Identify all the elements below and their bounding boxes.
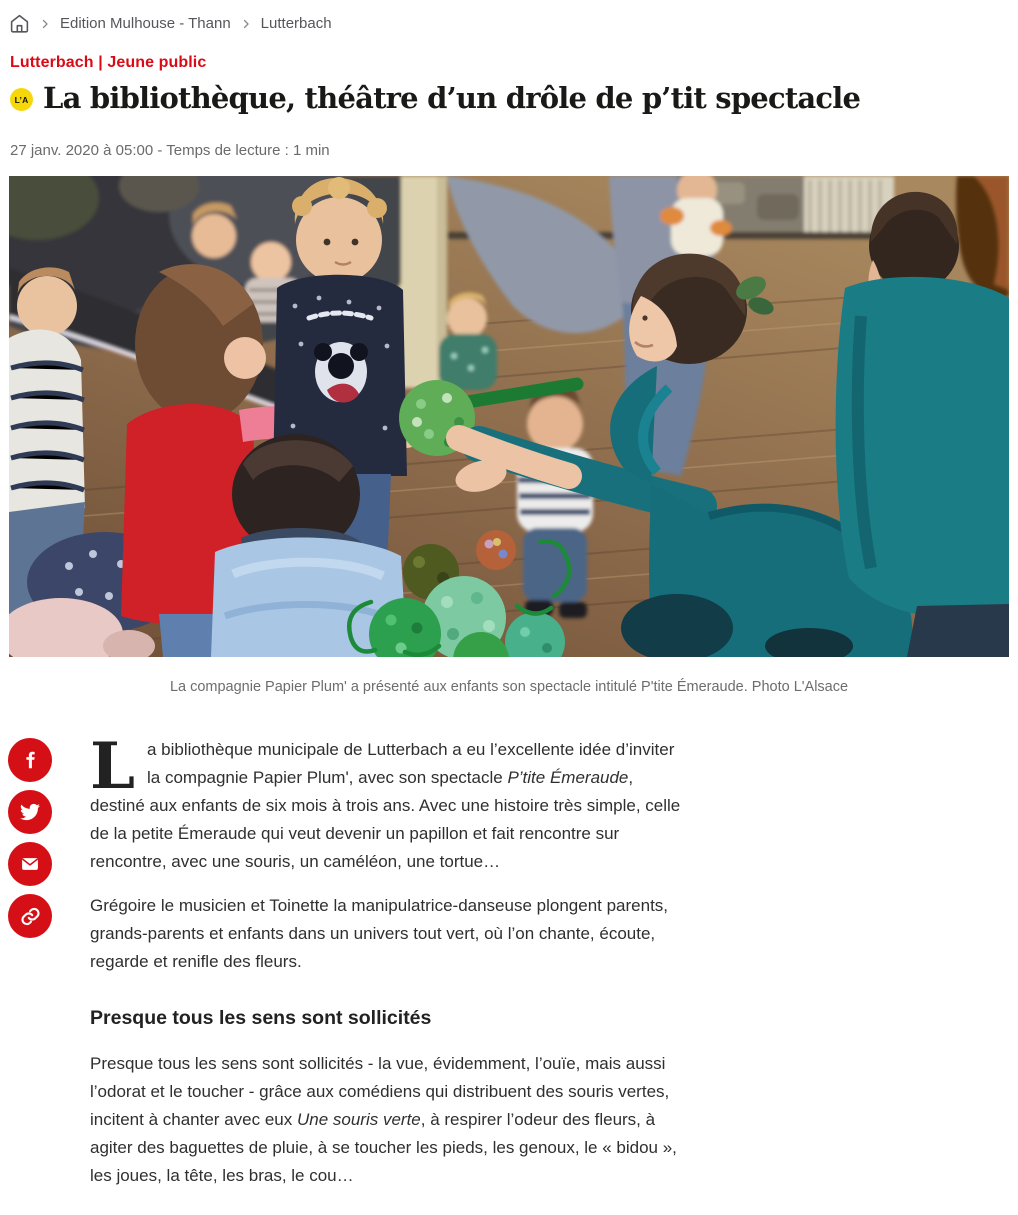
category-label[interactable]: Lutterbach | Jeune public	[10, 54, 207, 71]
paragraph-1: La bibliothèque municipale de Lutterbach a eu l’excellente idée d’inviter la compagnie Papier Plum', avec son spectacle P’tite Émeraude, destiné aux enfants de six mois à trois ans. Avec une histoire très simple, celle de la petite Émeraude qui veut devenir un papillon et fait rencontre sur rencontre, avec une souris, un caméléon, une tortue…	[90, 729, 681, 871]
subheading: Presque tous les sens sont sollicités	[90, 1007, 432, 1029]
facebook-icon	[21, 751, 40, 770]
italic-show-title: P’tite Émeraude	[507, 768, 629, 787]
breadcrumb-item-lutterbach[interactable]: Lutterbach	[260, 15, 332, 32]
page-title: La bibliothèque, théâtre d’un drôle de p’tit spectacle	[43, 81, 861, 115]
italic-song-title: Une souris verte	[296, 1110, 421, 1129]
brand-badge: L’A	[10, 88, 33, 111]
share-email-button[interactable]	[8, 842, 52, 886]
share-facebook-button[interactable]	[8, 738, 52, 782]
paragraph-3: Presque tous les sens sont sollicités - la vue, évidemment, l’ouïe, mais aussi l’odorat et le toucher - grâce aux comédiens qui distribuent des souris vertes, incitent à chanter avec eux Une souris verte, à respirer l’odeur des fleurs, à agiter des baguettes de pluie, à se toucher les pieds, les genoux, le « bidou », les joues, la tête, les bras, le cou…	[90, 1054, 677, 1185]
photo-caption: La compagnie Papier Plum' a présenté aux enfants son spectacle intitulé P'tite Émeraude. Photo L'Alsace	[169, 679, 849, 695]
share-rail	[8, 736, 60, 1206]
dropcap: L	[90, 729, 135, 804]
breadcrumb	[0, 0, 1018, 34]
chevron-right-icon	[39, 18, 51, 30]
home-icon[interactable]	[9, 13, 30, 34]
share-twitter-button[interactable]	[8, 790, 52, 834]
chevron-right-icon	[240, 18, 252, 30]
link-icon	[20, 906, 41, 927]
breadcrumb-item-edition[interactable]: Edition Mulhouse - Thann	[60, 15, 231, 32]
envelope-icon	[20, 854, 40, 874]
article-photo	[9, 176, 1009, 657]
article-figure	[9, 176, 1009, 695]
twitter-icon	[20, 802, 40, 822]
share-link-button[interactable]	[8, 894, 52, 938]
article-meta: 27 janv. 2020 à 05:00 - Temps de lecture : 1 min	[10, 142, 330, 159]
paragraph-2: Grégoire le musicien et Toinette la manipulatrice-danseuse plongent parents, grands-parents et enfants dans un univers tout vert, où l’on chante, écoute, regarde et renifle des fleurs.	[90, 896, 669, 971]
article-body	[90, 729, 682, 1206]
